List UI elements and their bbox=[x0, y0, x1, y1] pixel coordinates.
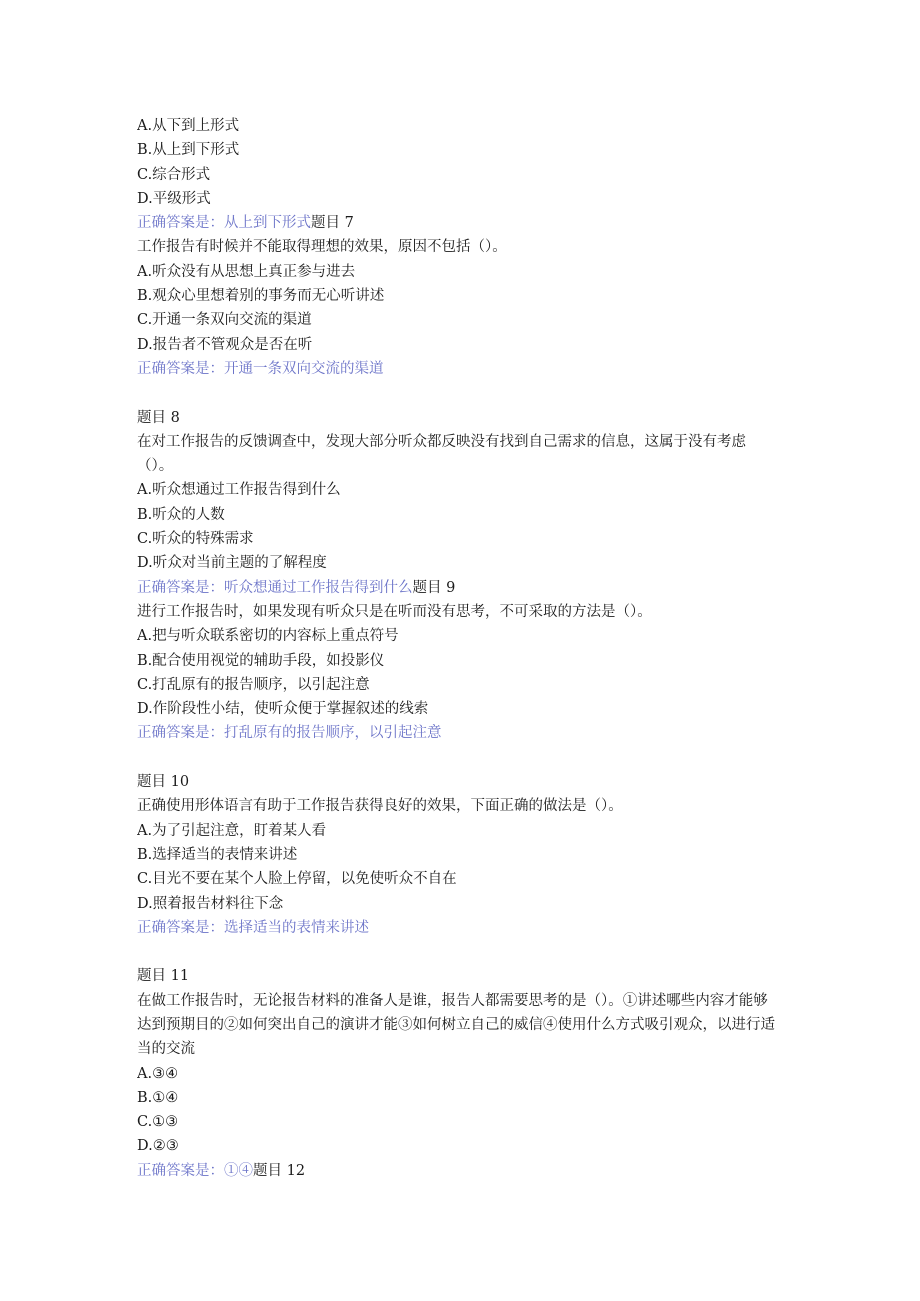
q6-answer: 正确答案是：从上到下形式 bbox=[137, 215, 311, 232]
q8-option-b: B.听众的人数 bbox=[137, 506, 225, 523]
q11-answer-line bbox=[137, 1159, 777, 1183]
q6-option-c: C.综合形式 bbox=[137, 166, 211, 183]
q8-title: 题目 8 bbox=[137, 409, 180, 426]
q11-option-c: C.①③ bbox=[137, 1114, 179, 1131]
q11-option-d: D.②③ bbox=[137, 1138, 179, 1155]
q9-title: 题目 9 bbox=[412, 579, 456, 596]
q8-option-d: D.听众对当前主题的了解程度 bbox=[137, 555, 327, 572]
q8-option-a: A.听众想通过工作报告得到什么 bbox=[137, 482, 341, 499]
q11-option-b: B.①④ bbox=[137, 1089, 179, 1106]
q9-option-c: C.打乱原有的报告顺序，以引起注意 bbox=[137, 676, 370, 693]
q11-stem: 在做工作报告时，无论报告材料的准备人是谁，报告人都需要思考的是（）。①讲述哪些内容才能够达到预期目的②如何突出自己的演讲才能③如何树立自己的威信④使用什么方式吸引观众，以进行适当的交流 bbox=[137, 992, 775, 1058]
q10-option-b: B.选择适当的表情来讲述 bbox=[137, 846, 298, 863]
q10-option-d: D.照着报告材料往下念 bbox=[137, 895, 284, 912]
q9-answer: 正确答案是：打乱原有的报告顺序，以引起注意 bbox=[137, 725, 442, 742]
q7-answer: 正确答案是：开通一条双向交流的渠道 bbox=[137, 360, 384, 377]
q12-title: 题目 12 bbox=[253, 1162, 306, 1179]
q11-title: 题目 11 bbox=[137, 968, 190, 985]
q10-answer: 正确答案是：选择适当的表情来讲述 bbox=[137, 919, 369, 936]
spacer bbox=[137, 940, 777, 964]
q6-option-b: B.从上到下形式 bbox=[137, 142, 240, 159]
q10-title: 题目 10 bbox=[137, 774, 190, 791]
q9-option-b: B.配合使用视觉的辅助手段，如投影仪 bbox=[137, 652, 385, 669]
q8-stem: 在对工作报告的反馈调查中，发现大部分听众都反映没有找到自己需求的信息，这属于没有考虑（）。 bbox=[137, 433, 746, 475]
q7-option-d: D.报告者不管观众是否在听 bbox=[137, 336, 313, 353]
q10-stem: 正确使用形体语言有助于工作报告获得良好的效果，下面正确的做法是（）。 bbox=[137, 798, 623, 815]
q7-title: 题目 7 bbox=[311, 215, 354, 232]
q11-option-a: A.③④ bbox=[137, 1065, 179, 1082]
q11-answer: 正确答案是：①④ bbox=[137, 1162, 253, 1179]
q7-option-b: B.观众心里想着别的事务而无心听讲述 bbox=[137, 288, 385, 305]
q9-stem: 进行工作报告时，如果发现有听众只是在听而没有思考，不可采取的方法是（）。 bbox=[137, 603, 652, 620]
q7-option-c: C.开通一条双向交流的渠道 bbox=[137, 312, 312, 329]
quiz-document bbox=[137, 114, 777, 1183]
q6-option-a: A.从下到上形式 bbox=[137, 118, 240, 134]
spacer bbox=[137, 381, 777, 405]
q6-option-d: D.平级形式 bbox=[137, 190, 211, 207]
q7-stem: 工作报告有时候并不能取得理想的效果，原因不包括（）。 bbox=[137, 239, 507, 256]
spacer bbox=[137, 746, 777, 770]
q8-answer: 正确答案是：听众想通过工作报告得到什么 bbox=[137, 579, 413, 596]
q8-option-c: C.听众的特殊需求 bbox=[137, 531, 254, 548]
q6-answer-line bbox=[137, 211, 777, 235]
q8-answer-line bbox=[137, 576, 777, 600]
q10-option-a: A.为了引起注意，盯着某人看 bbox=[137, 822, 327, 839]
q9-option-a: A.把与听众联系密切的内容标上重点符号 bbox=[137, 628, 399, 645]
q9-option-d: D.作阶段性小结，使听众便于掌握叙述的线索 bbox=[137, 701, 429, 718]
q10-option-c: C.目光不要在某个人脸上停留，以免使听众不自在 bbox=[137, 871, 457, 888]
q7-option-a: A.听众没有从思想上真正参与进去 bbox=[137, 263, 356, 280]
